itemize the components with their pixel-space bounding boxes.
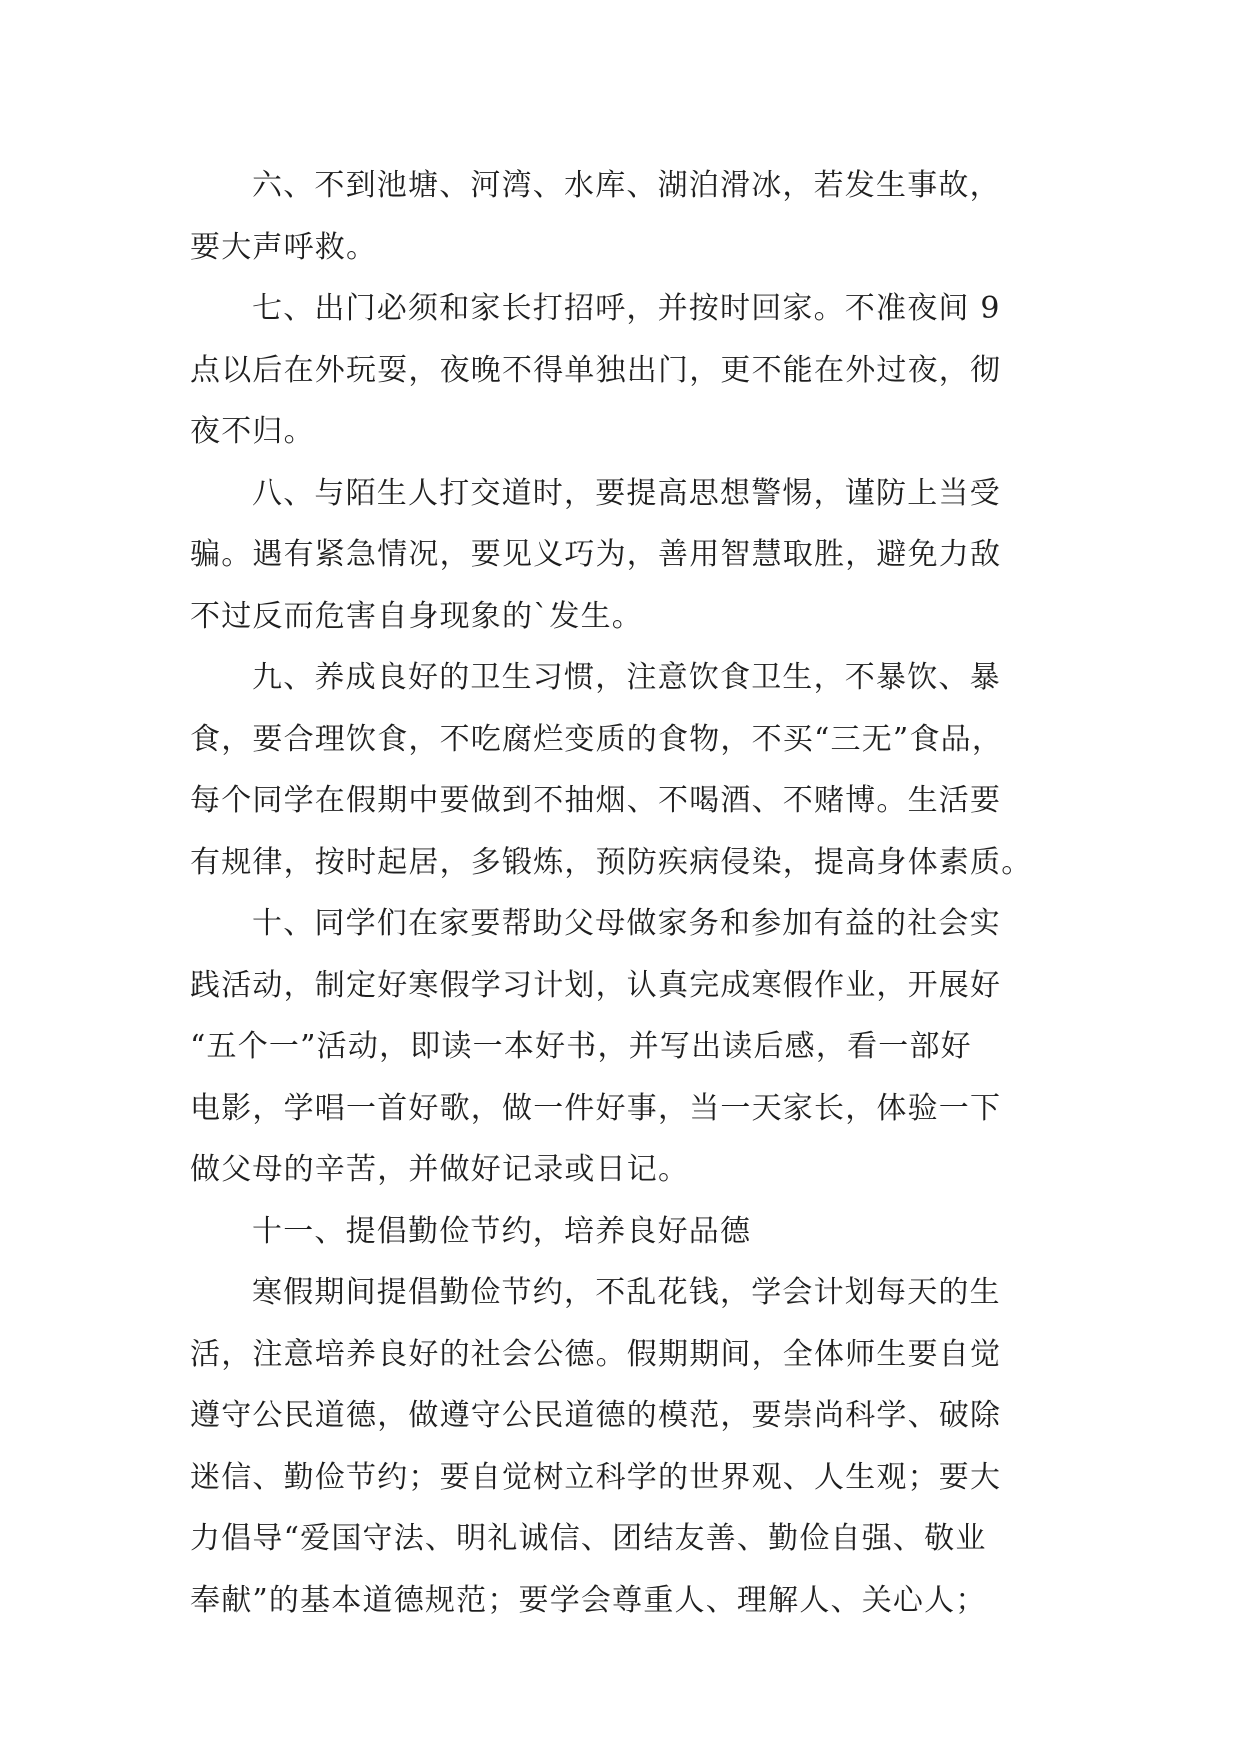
text-line: “五个一”活动，即读一本好书，并写出读后感，看一部好 — [190, 1029, 972, 1064]
text-line: 有规律，按时起居，多锻炼，预防疾病侵染，提高身体素质。 — [190, 844, 1033, 880]
text-line: 践活动，制定好寒假学习计划，认真完成寒假作业，开展好 — [190, 967, 1002, 1003]
text-line: 七、出门必须和家长打招呼，并按时回家。不准夜间 9 — [252, 291, 1001, 326]
text-line: 六、不到池塘、河湾、水库、湖泊滑冰，若发生事故， — [252, 168, 1001, 203]
text-line: 每个同学在假期中要做到不抽烟、不喝酒、不赌博。生活要 — [190, 783, 1002, 818]
paragraph-10 — [190, 893, 1051, 1201]
text-line: 点以后在外玩耍，夜晚不得单独出门，更不能在外过夜，彻 — [190, 352, 1002, 388]
text-line: 夜不归。 — [190, 414, 315, 449]
document-body — [190, 155, 1051, 1631]
text-line: 不过反而危害自身现象的`发生。 — [190, 598, 643, 634]
text-line: 遵守公民道德，做遵守公民道德的模范，要崇尚科学、破除 — [190, 1398, 1002, 1433]
text-line: 做父母的辛苦，并做好记录或日记。 — [190, 1152, 690, 1187]
text-line: 食，要合理饮食，不吃腐烂变质的食物，不买“三无”食品， — [190, 721, 1004, 757]
text-line: 活，注意培养良好的社会公德。假期期间，全体师生要自觉 — [190, 1336, 1002, 1372]
text-line: 十一、提倡勤俭节约，培养良好品德 — [252, 1213, 752, 1249]
text-line: 骗。遇有紧急情况，要见义巧为，善用智慧取胜，避免力敌 — [190, 537, 1002, 572]
text-line: 奉献”的基本道德规范；要学会尊重人、理解人、关心人； — [190, 1582, 987, 1618]
text-line: 八、与陌生人打交道时，要提高思想警惕，谨防上当受 — [252, 475, 1001, 511]
paragraph-8 — [190, 463, 1051, 648]
paragraph-6 — [190, 155, 1051, 278]
text-line: 要大声呼救。 — [190, 229, 378, 265]
text-line: 力倡导“爱国守法、明礼诚信、团结友善、勤俭自强、敬业 — [190, 1521, 987, 1556]
paragraph-9 — [190, 647, 1051, 893]
text-line: 寒假期间提倡勤俭节约，不乱花钱，学会计划每天的生 — [252, 1275, 1001, 1310]
paragraph-7 — [190, 278, 1051, 463]
paragraph-11-body — [190, 1262, 1051, 1631]
text-line: 迷信、勤俭节约；要自觉树立科学的世界观、人生观；要大 — [190, 1459, 1002, 1495]
text-line: 九、养成良好的卫生习惯，注意饮食卫生，不暴饮、暴 — [252, 660, 1001, 695]
text-line: 十、同学们在家要帮助父母做家务和参加有益的社会实 — [252, 906, 1001, 941]
section-heading-11 — [190, 1201, 1051, 1263]
text-line: 电影，学唱一首好歌，做一件好事，当一天家长，体验一下 — [190, 1090, 1002, 1126]
